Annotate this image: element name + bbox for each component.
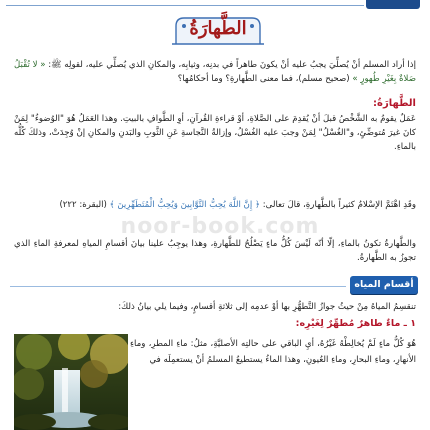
title-plate [170, 14, 266, 46]
waterfall-icon [14, 334, 128, 430]
definition-heading: الطَّهارَةُ: [373, 98, 416, 109]
page-title: الطَّهارَةُ [189, 18, 247, 39]
header-rule [6, 5, 364, 6]
item-description: هُوَ كُلُّ ماءٍ لَمْ يُخالِطْهُ غَيْرُهُ، أيِ الباقي على حالتِه الأصليَّةِ، مثلُ: ماءِ المطرِ، وماءِ الأنهارِ، وماءِ البحارِ، وماءِ العُيونِ، وهذا الماءُ يستطيعُ المسلمُ أنْ يستعمِلَه في [130, 339, 416, 365]
waterfall-image [14, 334, 128, 430]
intro-end-text: (صحيح مسلم)، فما معنى الطَّهارةِ؟ وما أحكامُها؟ [177, 74, 350, 84]
intro-paragraph [14, 58, 416, 86]
item-heading: ١ ـ ماءٌ طاهرٌ مُطهِّرٌ لِغَيْرِه: [295, 318, 416, 329]
section-label-button: أقسام المياه [350, 276, 418, 294]
header-tab [366, 0, 420, 9]
intro-text: إذا أراد المسلم أنْ يُصلِّيَ يجبُ عليه أنْ يكونَ طاهراً في بدنِه، وثيابِه، والمكانِ الذي يُصلِّي عليه، لقولِه ﷺ: [48, 60, 416, 70]
verse-reference: (البقرة: ٢٢٢) [59, 200, 107, 210]
hadith-quote: « لا تُقْبَلُ صَلاةٌ بِغَيْرِ طُهورٍ » [14, 60, 416, 84]
section-intro-paragraph: تنقسِمُ المياهُ مِنْ حيثُ جوازُ التَّطهُّرِ بها أوْ عدمِه إلى ثلاثةِ أقسامٍ، وفيما يلي بيانُ ذلكَ: [118, 302, 416, 312]
watermark-text: noor-book.com [120, 214, 320, 239]
water-note-paragraph: والطَّهارةُ تكونُ بالماءِ، إلّا أنّه لَيْسَ كُلُّ ماءٍ يَصْلُحُ للطَّهارةِ، وهذا يوجِبُ علينا بيانَ أقسامِ المياهِ لمعرفةِ الماءِ الذي تجوزُ به الطَّهارةُ. [14, 239, 416, 263]
section-rule [10, 286, 346, 287]
care-text: وقَدِ اهْتَمَّ الإسْلامُ كثيراً بالطَّهارةِ، قالَ تعالى: [262, 200, 416, 210]
definition-paragraph: عَمَلٌ يقومُ به الشَّخْصُ قبلَ أنْ يُقدِمَ على الصَّلاةِ، أوْ قراءةِ القُرآنِ، أوِ الطَّوافِ بالبيتِ. وهذا العَمَلُ هُوَ "الوُضوءُ" لِمَنْ كانَ غيرَ مُتوضِّئٍ، و"الغُسْلُ" لِمَنْ وجبَ عليه الغُسْلُ، وإزالةُ النَّجاسةِ عَنِ الثَّوبِ والبَدنِ والمكانِ إنْ وُجِدَتْ، وذلكَ كُلُّه بالماءِ. [14, 114, 416, 152]
quran-verse: ﴿ إِنَّ اللَّهَ يُحِبُّ التَّوَّابِينَ وَيُحِبُّ الْمُتَطَهِّرِينَ ﴾ [109, 200, 261, 210]
care-paragraph [14, 198, 416, 212]
